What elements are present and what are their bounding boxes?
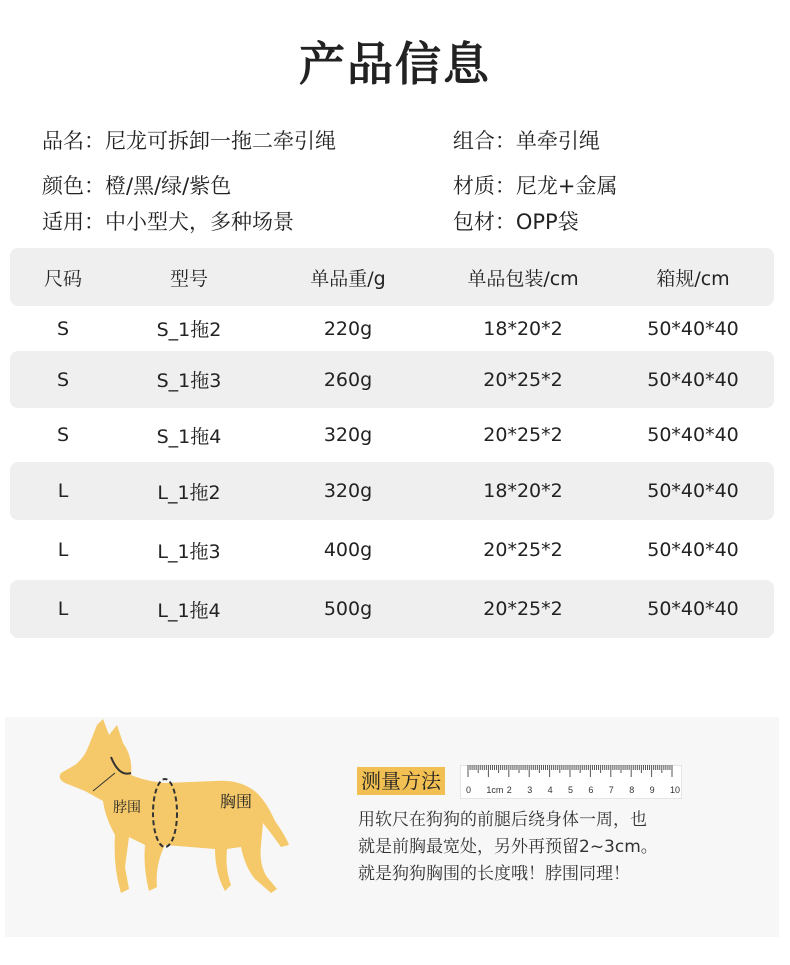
table-cell: 20*25*2 — [483, 539, 563, 561]
ruler-icon — [460, 765, 682, 803]
info-label: 材质： — [452, 174, 516, 198]
table-cell: 50*40*40 — [647, 480, 739, 502]
info-usage — [42, 206, 453, 242]
info-value: OPP袋 — [515, 210, 579, 234]
table-header-row — [10, 248, 774, 306]
table-row — [10, 351, 774, 408]
ruler-tick-label: 5 — [568, 785, 574, 795]
table-cell: 400g — [323, 539, 373, 561]
info-value: 单牵引绳 — [515, 129, 600, 153]
info-value: 中小型犬，多种场景 — [105, 210, 294, 234]
table-cell: S_1拖2 — [156, 319, 222, 341]
table-row — [10, 520, 774, 580]
info-label: 适用： — [42, 210, 105, 234]
table-cell: L — [57, 598, 69, 620]
info-combo — [453, 125, 762, 161]
table-cell: L — [57, 539, 69, 561]
table-row — [10, 408, 774, 462]
table-cell: 220g — [323, 317, 373, 340]
neck-label: 脖围 — [113, 800, 141, 816]
info-color — [42, 170, 453, 206]
page-title: 产品信息 — [299, 37, 491, 91]
dog-illustration — [45, 717, 305, 917]
info-value: 尼龙+金属 — [515, 174, 618, 198]
table-cell: S — [56, 317, 70, 340]
info-row — [42, 125, 762, 161]
table-cell: 50*40*40 — [647, 598, 739, 620]
info-label: 包材： — [452, 210, 516, 234]
table-cell: S — [56, 424, 70, 446]
ruler-tick-label: 2 — [506, 785, 512, 795]
table-cell: 500g — [323, 598, 373, 620]
table-cell: 18*20*2 — [483, 480, 563, 502]
table-cell: S — [56, 368, 70, 391]
dog-silhouette-icon — [45, 717, 305, 917]
table-cell: L_1拖2 — [157, 481, 221, 504]
table-cell: L_1拖4 — [157, 599, 221, 622]
table-cell: L_1拖3 — [157, 540, 221, 563]
ruler-tick-label: 10 — [670, 785, 681, 795]
table-cell: 320g — [323, 480, 373, 502]
table-header: 单品包装/cm — [467, 267, 579, 290]
table-cell: 20*25*2 — [483, 598, 563, 620]
table-row — [10, 580, 774, 638]
method-line: 用软尺在狗狗的前腿后绕身体一周，也 — [358, 810, 647, 830]
info-value: 尼龙可拆卸一拖二牵引绳 — [105, 129, 336, 153]
spec-table — [10, 248, 774, 638]
table-row — [10, 462, 774, 520]
table-cell: 50*40*40 — [647, 317, 739, 340]
ruler-tick-label: 0 — [466, 785, 472, 795]
dog-body-icon — [60, 719, 289, 893]
info-label: 组合： — [452, 129, 516, 153]
info-material — [453, 170, 762, 206]
table-cell: S_1拖4 — [156, 425, 222, 448]
method-line: 就是狗狗胸围的长度哦！脖围同理！ — [358, 864, 630, 884]
table-header: 单品重/g — [310, 267, 386, 290]
info-name — [42, 125, 453, 161]
table-cell: 20*25*2 — [483, 424, 563, 446]
table-cell: 50*40*40 — [647, 424, 739, 446]
ruler-tick-label: 1cm — [486, 785, 504, 795]
table-cell: S_1拖3 — [156, 370, 222, 392]
method-line: 就是前胸最宽处，另外再预留2~3cm。 — [358, 837, 658, 857]
chest-label: 胸围 — [220, 792, 253, 811]
info-value: 橙/黑/绿/紫色 — [105, 174, 232, 198]
info-packaging — [453, 206, 762, 242]
table-row — [10, 306, 774, 351]
method-heading: 测量方法 — [357, 767, 445, 795]
ruler-graphic-icon — [460, 765, 682, 799]
table-cell: 50*40*40 — [647, 368, 739, 391]
table-header: 型号 — [169, 267, 208, 290]
table-cell: 260g — [323, 368, 373, 391]
table-cell: 20*25*2 — [483, 368, 563, 391]
table-cell: 18*20*2 — [483, 317, 563, 340]
ruler-tick-label: 8 — [629, 785, 635, 795]
table-header: 箱规/cm — [656, 267, 730, 290]
info-label: 品名： — [42, 129, 105, 153]
ruler-tick-label: 4 — [547, 785, 553, 795]
table-cell: 320g — [323, 424, 373, 446]
table-header: 尺码 — [43, 267, 82, 290]
ruler-tick-label: 6 — [588, 785, 594, 795]
ruler-tick-label: 3 — [527, 785, 533, 795]
ruler-tick-label: 7 — [608, 785, 614, 795]
info-row — [42, 206, 762, 242]
info-row — [42, 170, 762, 206]
measure-panel — [5, 717, 779, 937]
info-label: 颜色： — [42, 174, 105, 198]
table-cell: L — [57, 480, 69, 502]
table-cell: 50*40*40 — [647, 539, 739, 561]
method-description — [358, 807, 758, 888]
ruler-tick-label: 9 — [649, 785, 655, 795]
